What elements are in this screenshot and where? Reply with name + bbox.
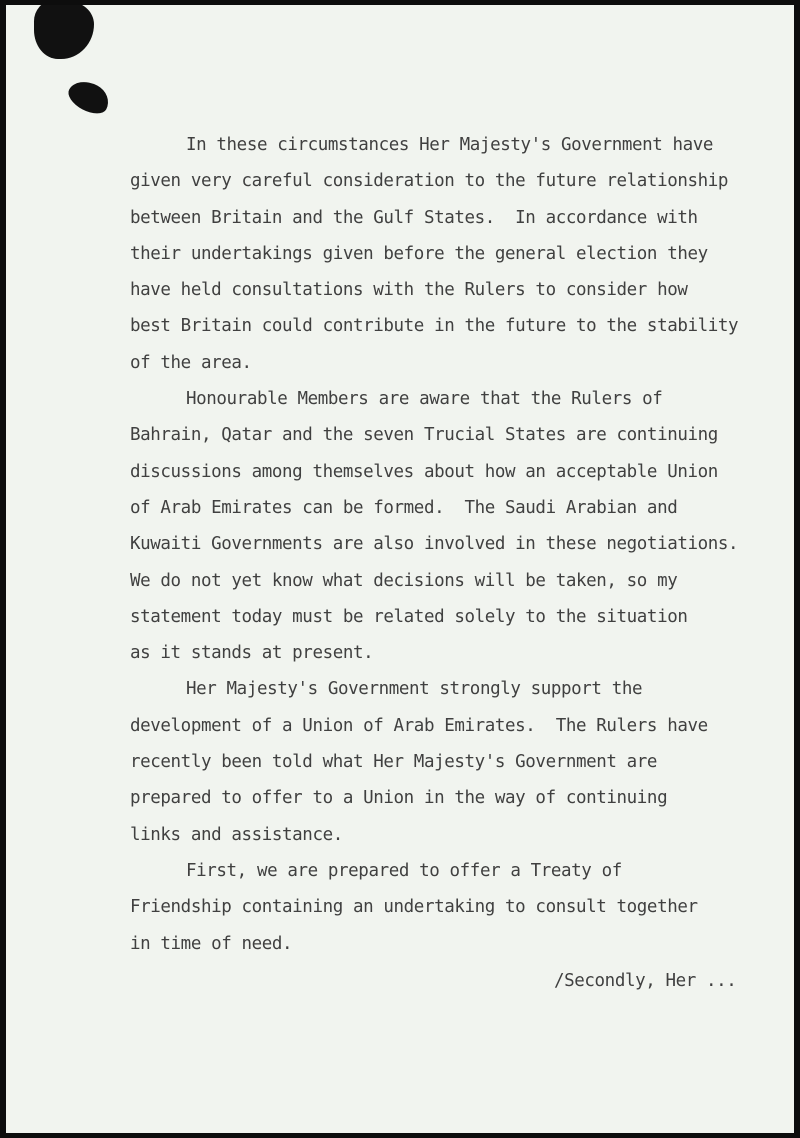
text-line: We do not yet know what decisions will be taken, so my bbox=[130, 570, 678, 591]
text-line: their undertakings given before the general election they bbox=[130, 243, 708, 264]
text-line: prepared to offer to a Union in the way of continuing bbox=[130, 788, 668, 809]
text-line: First, we are prepared to offer a Treaty of bbox=[186, 860, 622, 881]
catchword: /Secondly, Her ... bbox=[554, 971, 737, 991]
text-line: Friendship containing an undertaking to consult together bbox=[130, 897, 698, 918]
text-line: in time of need. bbox=[130, 933, 293, 954]
ink-blot-mark bbox=[64, 75, 114, 119]
text-line: Kuwaiti Governments are also involved in these negotiations. bbox=[130, 534, 739, 555]
text-line: In these circumstances Her Majesty's Government have bbox=[186, 135, 714, 155]
text-line: discussions among themselves about how an acceptable Union bbox=[130, 461, 718, 482]
text-line: given very careful consideration to the future relationship bbox=[130, 171, 729, 192]
text-line: best Britain could contribute in the future to the stability bbox=[130, 316, 739, 337]
text-line: between Britain and the Gulf States. In accordance with bbox=[130, 207, 698, 228]
ink-blot-mark bbox=[34, 5, 94, 59]
text-line: of the area. bbox=[130, 352, 252, 373]
text-line: as it stands at present. bbox=[130, 643, 374, 664]
text-line: have held consultations with the Rulers to consider how bbox=[130, 280, 688, 301]
text-line: Her Majesty's Government strongly support the bbox=[186, 679, 643, 700]
typed-text-body bbox=[130, 127, 780, 962]
text-line: Bahrain, Qatar and the seven Trucial States are continuing bbox=[130, 425, 718, 446]
text-line: Honourable Members are aware that the Rulers of bbox=[186, 389, 663, 410]
document-page bbox=[6, 5, 794, 1133]
text-line: statement today must be related solely to the situation bbox=[130, 606, 688, 627]
text-line: of Arab Emirates can be formed. The Saudi Arabian and bbox=[130, 497, 678, 518]
text-line: development of a Union of Arab Emirates. The Rulers have bbox=[130, 715, 708, 736]
text-line: links and assistance. bbox=[130, 824, 343, 845]
text-line: recently been told what Her Majesty's Government are bbox=[130, 752, 658, 773]
